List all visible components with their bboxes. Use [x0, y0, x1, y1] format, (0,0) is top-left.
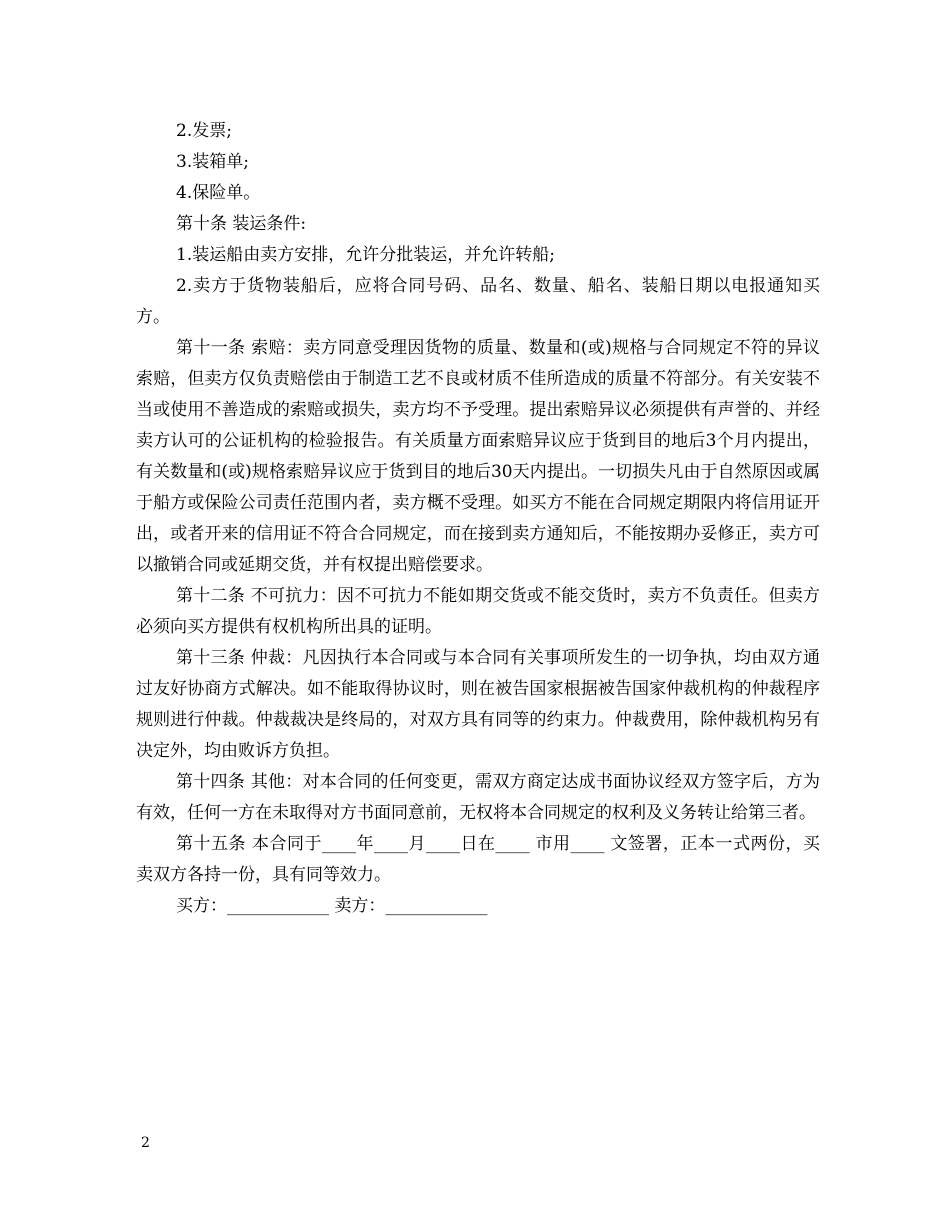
article-11-claims: 第十一条 索赔：卖方同意受理因货物的质量、数量和(或)规格与合同规定不符的异议索赔，但卖方仅负责赔偿由于制造工艺不良或材质不佳所造成的质量不符部分。有关安装不当或使用不善造成的索赔或损失，卖方均不予受理。提出索赔异议必须提供有声誉的、并经卖方认可的公证机构的检验报告。有关质量方面索赔异议应于货到目的地后3个月内提出，有关数量和(或)规格索赔异议应于货到目的地后30天内提出。一切损失凡由于自然原因或属于船方或保险公司责任范围内者，卖方概不受理。如买方不能在合同规定期限内将信用证开出，或者开来的信用证不符合合同规定，而在接到卖方通知后，不能按期办妥修正，卖方可以撤销合同或延期交货，并有权提出赔偿要求。: [136, 338, 820, 575]
article-10-heading: 第十条 装运条件:: [176, 214, 307, 234]
paragraph-invoice: 2.发票;: [176, 121, 232, 141]
article-12-force-majeure: 第十二条 不可抗力：因不可抗力不能如期交货或不能交货时，卖方不负责任。但卖方必须向买方提供有权机构所出具的证明。: [136, 586, 820, 637]
article-10-item-1: 1.装运船由卖方安排，允许分批装运，并允许转船;: [176, 245, 555, 265]
signature-line: 买方：____________ 卖方：____________: [176, 896, 488, 916]
article-10-item-2: 2.卖方于货物装船后，应将合同号码、品名、数量、船名、装船日期以电报通知买方。: [136, 276, 820, 327]
page-number: 2: [141, 1135, 150, 1151]
paragraph-insurance-policy: 4.保险单。: [176, 183, 261, 203]
article-15-signing: 第十五条 本合同于____年____月____日在____ 市用____ 文签署，正本一式两份，买卖双方各持一份，具有同等效力。: [136, 834, 820, 885]
paragraph-packing-list: 3.装箱单;: [176, 152, 249, 172]
article-13-arbitration: 第十三条 仲裁：凡因执行本合同或与本合同有关事项所发生的一切争执，均由双方通过友好协商方式解决。如不能取得协议时，则在被告国家根据被告国家仲裁机构的仲裁程序规则进行仲裁。仲裁裁决是终局的，对双方具有同等的约束力。仲裁费用，除仲裁机构另有决定外，均由败诉方负担。: [136, 648, 820, 761]
document-body: [136, 116, 820, 922]
article-14-other: 第十四条 其他：对本合同的任何变更，需双方商定达成书面协议经双方签字后，方为有效，任何一方在未取得对方书面同意前，无权将本合同规定的权利及义务转让给第三者。: [136, 772, 820, 823]
